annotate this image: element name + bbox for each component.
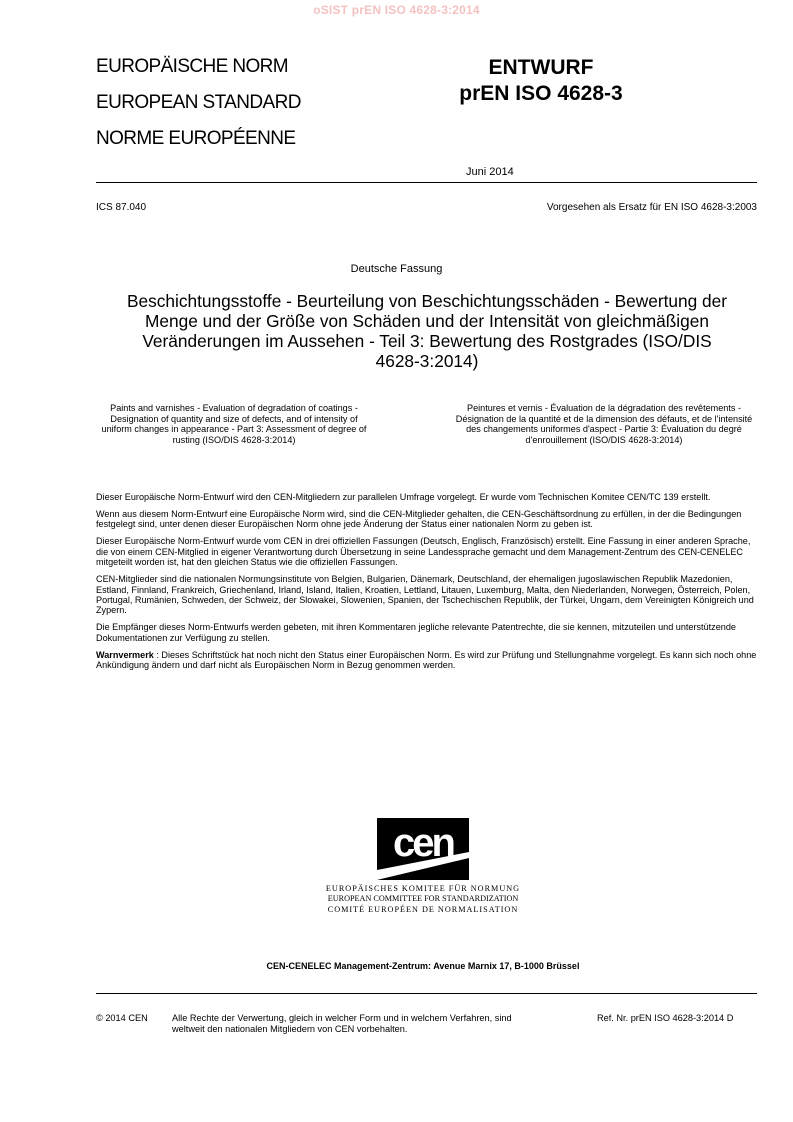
cen-logo-text: cen xyxy=(393,821,453,865)
standard-title-en: EUROPEAN STANDARD xyxy=(96,92,301,113)
cen-organisation xyxy=(0,884,793,915)
copyright: © 2014 CEN xyxy=(96,1013,148,1023)
watermark: oSIST prEN ISO 4628-3:2014 xyxy=(313,3,480,17)
reference-number: Ref. Nr. prEN ISO 4628-3:2014 D xyxy=(597,1013,734,1023)
standard-title-fr: NORME EUROPÉENNE xyxy=(96,128,296,149)
cen-name-en: EUROPEAN COMMITTEE FOR STANDARDIZATION xyxy=(327,894,519,904)
subtitle-english: Paints and varnishes - Evaluation of degradation of coatings - Designation of quantity and size of defects, and of intensity of uniform changes in appearance - Part 3: Assessment of degree of rusting (ISO/DIS 4628-3:2014) xyxy=(101,403,367,445)
ics-code: ICS 87.040 xyxy=(96,202,147,213)
rights-notice: Alle Rechte der Verwertung, gleich in welcher Form und in welchem Verfahren, sind weltweit den nationalen Mitgliedern von CEN vorbehalten. xyxy=(172,1013,512,1034)
warning-label: Warnvermerk xyxy=(96,649,154,660)
replacement-note: Vorgesehen als Ersatz für EN ISO 4628-3:2003 xyxy=(546,202,757,213)
paragraph-patents: Die Empfänger dieses Norm-Entwurfs werden gebeten, mit ihren Kommentaren jegliche relevante Patentrechte, die sie kennen, mitzuteilen und unterstützende Dokumentationen zur Verfügung zu stellen. xyxy=(96,622,736,643)
paragraph-members: CEN-Mitglieder sind die nationalen Normungsinstitute von Belgien, Bulgarien, Dänemark, Deutschland, der ehemaligen jugoslawischen Republik Mazedonien, Estland, Finnland, Frankreich, Griechenland, Irland, Island, Italien, Kroatien, Lettland, Litauen, Luxemburg, Malta, den Niederlanden, Norwegen, Österreich, Polen, Portugal, Rumänien, Schweden, der Schweiz, der Slowakei, Slowenien, Spanien, der Tschechischen Republik, der Türkei, Ungarn, dem Vereinigten Königreich und Zypern. xyxy=(96,574,754,616)
header-rule xyxy=(96,182,757,183)
cen-name-de: EUROPÄISCHES KOMITEE FÜR NORMUNG xyxy=(325,884,521,893)
draft-number: prEN ISO 4628-3 xyxy=(459,82,623,105)
cen-name-fr: COMITÉ EUROPÉEN DE NORMALISATION xyxy=(327,904,519,914)
draft-label: ENTWURF xyxy=(488,56,594,79)
paragraph-languages: Dieser Europäische Norm-Entwurf wurde vom CEN in drei offiziellen Fassungen (Deutsch, Englisch, Französisch) erstellt. Eine Fassung in einer anderen Sprache, die von einem CEN-Mitglied in eigener Verantwortung durch Übersetzung in seine Landessprache gemacht und dem Management-Zentrum des CEN-CENELEC mitgeteilt worden ist, hat den gleichen Status wie die offiziellen Fassungen. xyxy=(96,536,751,568)
version-label: Deutsche Fassung xyxy=(350,263,443,275)
paragraph-obligations: Wenn aus diesem Norm-Entwurf eine Europäische Norm wird, sind die CEN-Mitglieder gehalten, die CEN-Geschäftsordnung zu erfüllen, in der die Bedingungen festgelegt sind, unter denen dieser Europäischen Norm ohne jede Änderung der Status einer nationalen Norm zu geben ist. xyxy=(96,509,742,530)
paragraph-warning xyxy=(96,650,758,671)
document-title: Beschichtungsstoffe - Beurteilung von Beschichtungsschäden - Bewertung der Menge und der Größe von Schäden und der Intensität von gleichmäßigen Veränderungen im Aussehen - Teil 3: Bewertung des Rostgrades (ISO/DIS 4628-3:2014) xyxy=(126,291,728,371)
publication-date: Juni 2014 xyxy=(466,166,514,178)
cen-address: CEN-CENELEC Management-Zentrum: Avenue Marnix 17, B-1000 Brüssel xyxy=(266,961,580,971)
body-text xyxy=(96,492,758,677)
standard-title-de: EUROPÄISCHE NORM xyxy=(96,56,289,77)
warning-text: : Dieses Schriftstück hat noch nicht den Status einer Europäischen Norm. Es wird zur Prüfung und Stellungnahme vorgelegt. Es kann sich noch ohne Ankündigung ändern und darf nicht als Europäischen Norm in Bezug genommen werden. xyxy=(96,649,757,671)
paragraph-survey: Dieser Europäische Norm-Entwurf wird den CEN-Mitgliedern zur parallelen Umfrage vorgelegt. Er wurde vom Technischen Komitee CEN/TC 139 erstellt. xyxy=(96,492,711,502)
footer-rule xyxy=(96,993,757,994)
subtitle-french: Peintures et vernis - Évaluation de la dégradation des revêtements - Désignation de la quantité et de la dimension des défauts, et de l'intensité des changements uniformes d'aspect - Partie 3: Évaluation du degré d'enrouillement (ISO/DIS 4628-3:2014) xyxy=(455,403,753,445)
cen-logo-icon xyxy=(377,818,469,880)
